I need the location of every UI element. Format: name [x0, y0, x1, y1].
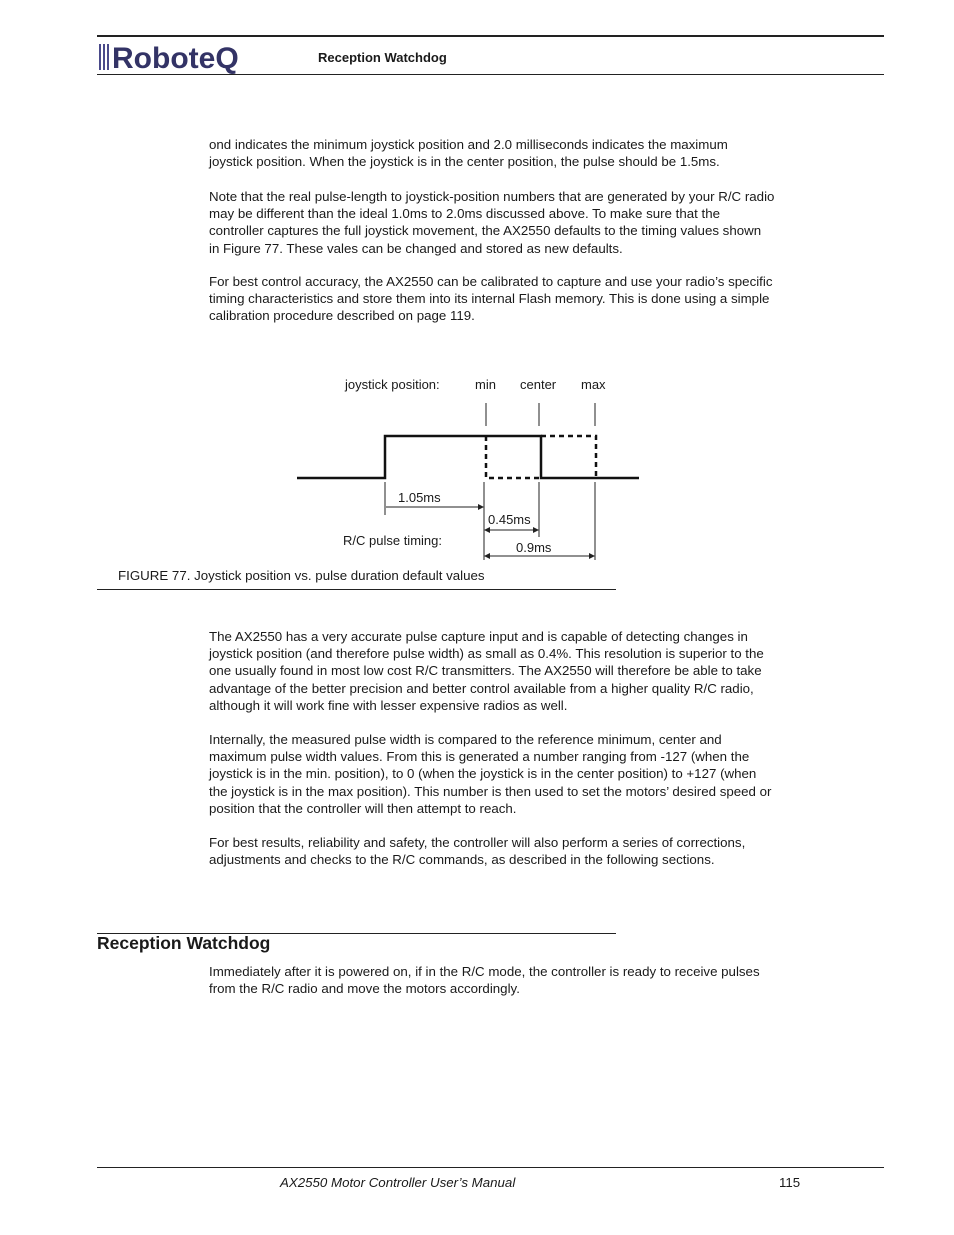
- section-heading: Reception Watchdog: [97, 933, 271, 953]
- header-bottom-rule: [97, 74, 884, 75]
- timing-0-9ms: 0.9ms: [516, 540, 552, 555]
- paragraph-5: Internally, the measured pulse width is compared to the reference minimum, center and maximum pulse width values. From this is generated a number ranging from -127 (when the joystick is in the min. position), to 0 (when the joystick is in the center position) to +127 (when the joystick is in the max position). This number is then used to set the motors’ desired speed or position that the controller will then attempt to reach.: [209, 732, 772, 816]
- footer-manual-title: AX2550 Motor Controller User’s Manual: [280, 1175, 516, 1190]
- max-label: max: [581, 377, 606, 392]
- paragraph-7: Immediately after it is powered on, if in the R/C mode, the controller is ready to receive pulses from the R/C radio and move the motors accordingly.: [209, 964, 760, 997]
- header-section-title: Reception Watchdog: [318, 50, 447, 65]
- joystick-position-label: joystick position:: [345, 377, 440, 392]
- paragraph-4: The AX2550 has a very accurate pulse capture input and is capable of detecting changes in joystick position (and therefore pulse width) as small as 0.4%. This resolution is superior to the one usually found in most low cost R/C transmitters. The AX2550 will therefore be able to take advantage of the better precision and better control available from a higher quality R/C radio, although it will work fine with lesser expensive radios as well.: [209, 629, 764, 713]
- figure-caption: FIGURE 77. Joystick position vs. pulse duration default values: [118, 568, 485, 583]
- pulse-timing-diagram: [280, 370, 660, 570]
- roboteq-logo: [97, 38, 273, 74]
- rc-pulse-timing-label: R/C pulse timing:: [343, 533, 442, 548]
- pulse-dashed-min: [486, 436, 541, 478]
- min-label: min: [475, 377, 496, 392]
- paragraph-3: For best control accuracy, the AX2550 can be calibrated to capture and use your radio’s specific timing characteristics and store them into its internal Flash memory. This is done using a simple calibration procedure described on page 119.: [209, 274, 773, 324]
- logo-text: RoboteQ: [112, 42, 239, 74]
- pulse-waveform: [297, 436, 639, 478]
- paragraph-1: ond indicates the minimum joystick position and 2.0 milliseconds indicates the maximum joystick position. When the joystick is in the center position, the pulse should be 1.5ms.: [209, 137, 728, 170]
- timing-0-45ms: 0.45ms: [488, 512, 531, 527]
- paragraph-2: Note that the real pulse-length to joystick-position numbers that are generated by your R/C radio may be different than the ideal 1.0ms to 2.0ms discussed above. To make sure that the controller captures the full joystick movement, the AX2550 defaults to the timing values shown in Figure 77. These vales can be changed and stored as new defaults.: [209, 189, 775, 256]
- timing-1-05ms: 1.05ms: [398, 490, 441, 505]
- center-label: center: [520, 377, 557, 392]
- paragraph-6: For best results, reliability and safety, the controller will also perform a series of corrections, adjustments and checks to the R/C commands, as described in the following sections.: [209, 835, 746, 868]
- header-top-rule: [97, 35, 884, 37]
- pulse-dashed-max: [541, 436, 596, 478]
- figure-rule: [97, 589, 616, 590]
- page-number: 115: [779, 1175, 801, 1190]
- footer-rule: [97, 1167, 884, 1168]
